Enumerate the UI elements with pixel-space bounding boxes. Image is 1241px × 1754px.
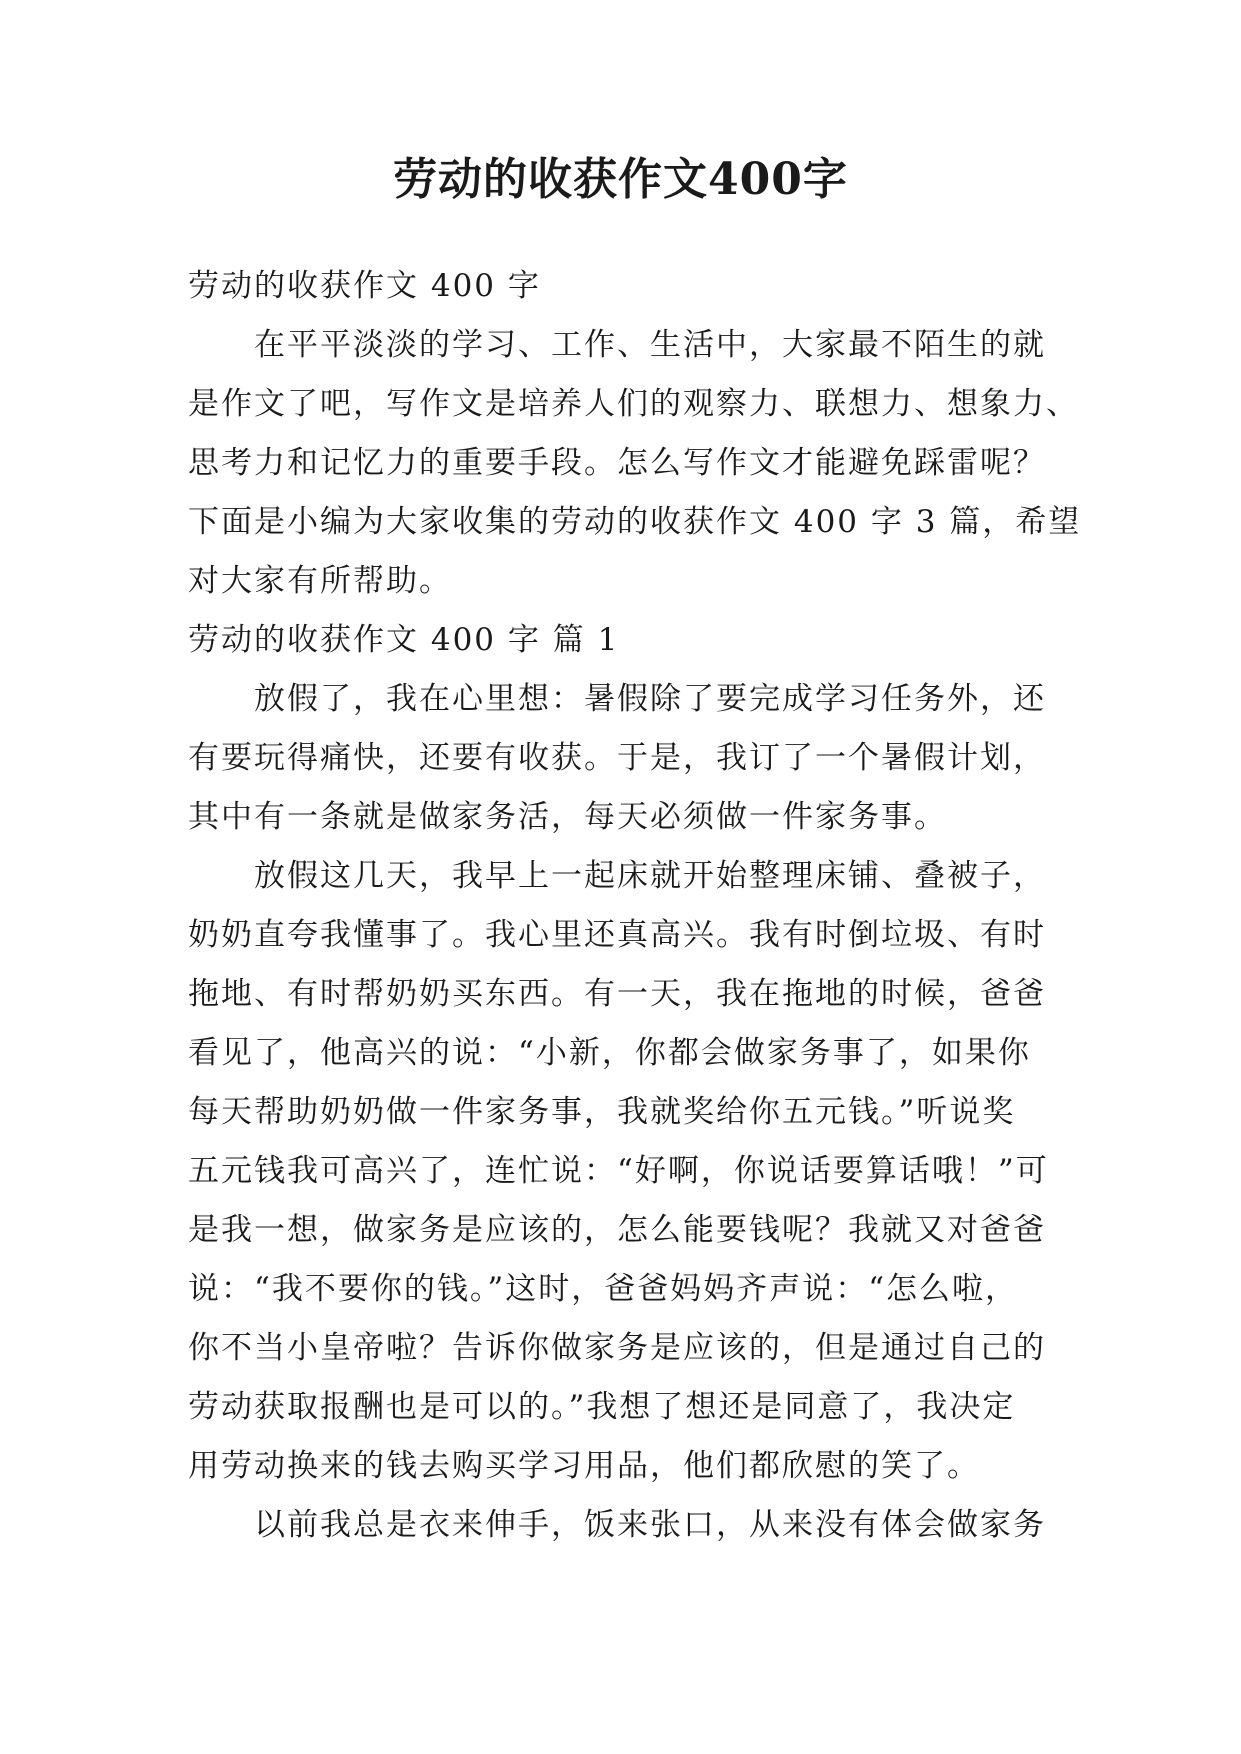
document-body xyxy=(188,257,1082,1555)
text-line: 放假这几天，我早上一起床就开始整理床铺、叠被子， xyxy=(254,858,1046,894)
document-title: 劳动的收获作文400字 xyxy=(393,154,848,205)
text-line: 你不当小皇帝啦？告诉你做家务是应该的，但是通过自己的 xyxy=(188,1330,1046,1366)
text-line: 其中有一条就是做家务活，每天必须做一件家务事。 xyxy=(188,799,947,835)
text-line: 有要玩得痛快，还要有收获。于是，我订了一个暑假计划， xyxy=(188,740,1046,776)
text-line: 用劳动换来的钱去购买学习用品，他们都欣慰的笑了。 xyxy=(188,1448,980,1484)
text-line: 对大家有所帮助。 xyxy=(188,563,452,599)
text-line: 每天帮助奶奶做一件家务事，我就奖给你五元钱。”听说奖 xyxy=(188,1094,1016,1130)
text-line: 劳动获取报酬也是可以的。”我想了想还是同意了，我决定 xyxy=(188,1389,1016,1425)
text-line: 奶奶直夸我懂事了。我心里还真高兴。我有时倒垃圾、有时 xyxy=(188,917,1046,953)
text-line: 五元钱我可高兴了，连忙说：“好啊，你说话要算话哦！”可 xyxy=(188,1153,1049,1189)
text-line: 劳动的收获作文 400 字 xyxy=(188,268,541,304)
text-line: 思考力和记忆力的重要手段。怎么写作文才能避免踩雷呢？ xyxy=(188,445,1046,481)
text-line: 看见了，他高兴的说：“小新，你都会做家务事了，如果你 xyxy=(188,1035,1031,1071)
text-line: 是作文了吧，写作文是培养人们的观察力、联想力、想象力、 xyxy=(188,386,1079,422)
text-line: 劳动的收获作文 400 字 篇 1 xyxy=(188,622,620,658)
text-line: 放假了，我在心里想：暑假除了要完成学习任务外，还 xyxy=(254,681,1046,717)
text-line: 下面是小编为大家收集的劳动的收获作文 400 字 3 篇，希望 xyxy=(188,504,1082,540)
text-line: 在平平淡淡的学习、工作、生活中，大家最不陌生的就 xyxy=(254,327,1046,363)
text-line: 以前我总是衣来伸手，饭来张口，从来没有体会做家务 xyxy=(254,1507,1046,1543)
text-line: 说：“我不要你的钱。”这时，爸爸妈妈齐声说：“怎么啦， xyxy=(188,1271,1019,1307)
text-line: 拖地、有时帮奶奶买东西。有一天，我在拖地的时候，爸爸 xyxy=(188,976,1046,1012)
text-line: 是我一想，做家务是应该的，怎么能要钱呢？我就又对爸爸 xyxy=(188,1212,1046,1248)
